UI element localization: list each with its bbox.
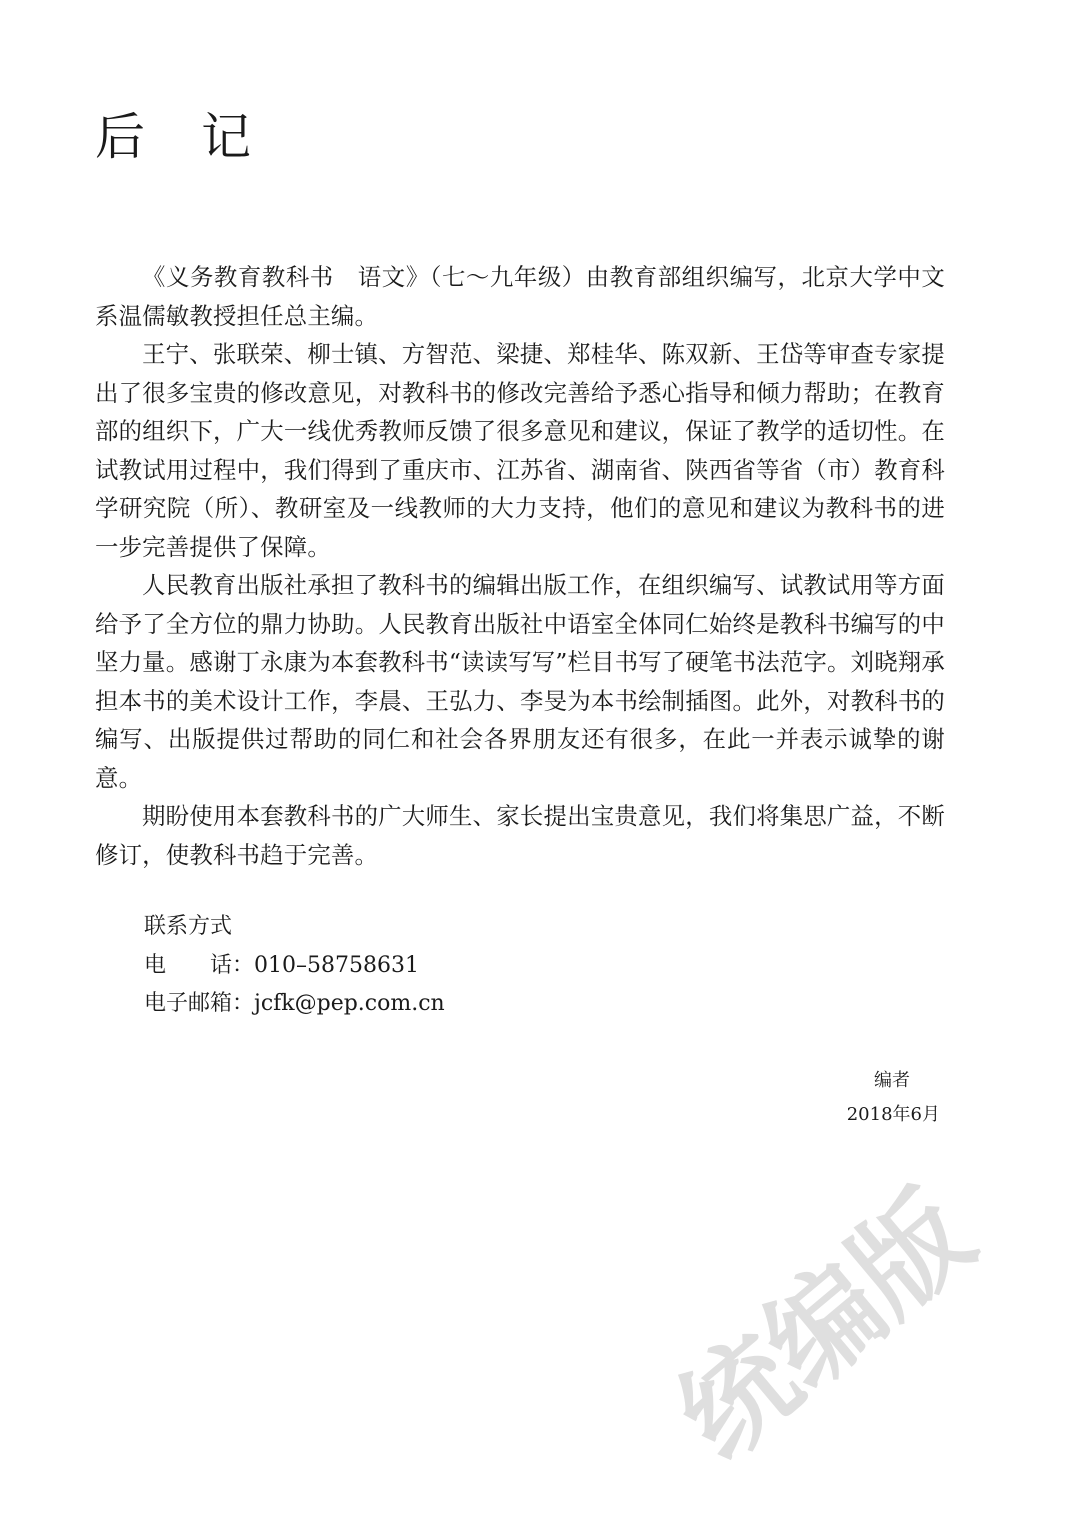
paragraph-2: 王宁、张联荣、柳士镇、方智范、梁捷、郑桂华、陈双新、王岱等审查专家提出了很多宝贵的修改意见，对教科书的修改完善给予悉心指导和倾力帮助；在教育部的组织下，广大一线优秀教师反馈了很多意见和建议，保证了教学的适切性。在试教试用过程中，我们得到了重庆市、江苏省、湖南省、陕西省等省（市）教育科学研究院（所）、教研室及一线教师的大力支持，他们的意见和建议为教科书的进一步完善提供了保障。	[95, 340, 945, 561]
paragraph-1: 《义务教育教科书 语文》（七～九年级）由教育部组织编写，北京大学中文系温儒敏教授担任总主编。	[95, 263, 945, 330]
afterword-body	[95, 258, 945, 874]
signoff-date: 2018年6月	[846, 1104, 940, 1125]
watermark-text: 统编版	[654, 1167, 997, 1484]
signoff-block	[847, 1064, 940, 1132]
contact-email: 电子邮箱：jcfk@pep.com.cn	[144, 991, 445, 1016]
watermark	[640, 1140, 1080, 1526]
signoff-author: 编者	[874, 1070, 910, 1091]
paragraph-4: 期盼使用本套教科书的广大师生、家长提出宝贵意见，我们将集思广益，不断修订，使教科书趋于完善。	[95, 802, 945, 869]
paragraph-3: 人民教育出版社承担了教科书的编辑出版工作，在组织编写、试教试用等方面给予了全方位的鼎力协助。人民教育出版社中语室全体同仁始终是教科书编写的中坚力量。感谢丁永康为本套教科书“读读写写”栏目书写了硬笔书法范字。刘晓翔承担本书的美术设计工作，李晨、王弘力、李旻为本书绘制插图。此外，对教科书的编写、出版提供过帮助的同仁和社会各界朋友还有很多，在此一并表示诚挚的谢意。	[95, 571, 945, 792]
contact-phone: 电 话：010–58758631	[144, 952, 419, 978]
contact-heading: 联系方式	[144, 914, 233, 939]
contact-block	[144, 908, 445, 1024]
page-title: 后记	[95, 108, 307, 166]
